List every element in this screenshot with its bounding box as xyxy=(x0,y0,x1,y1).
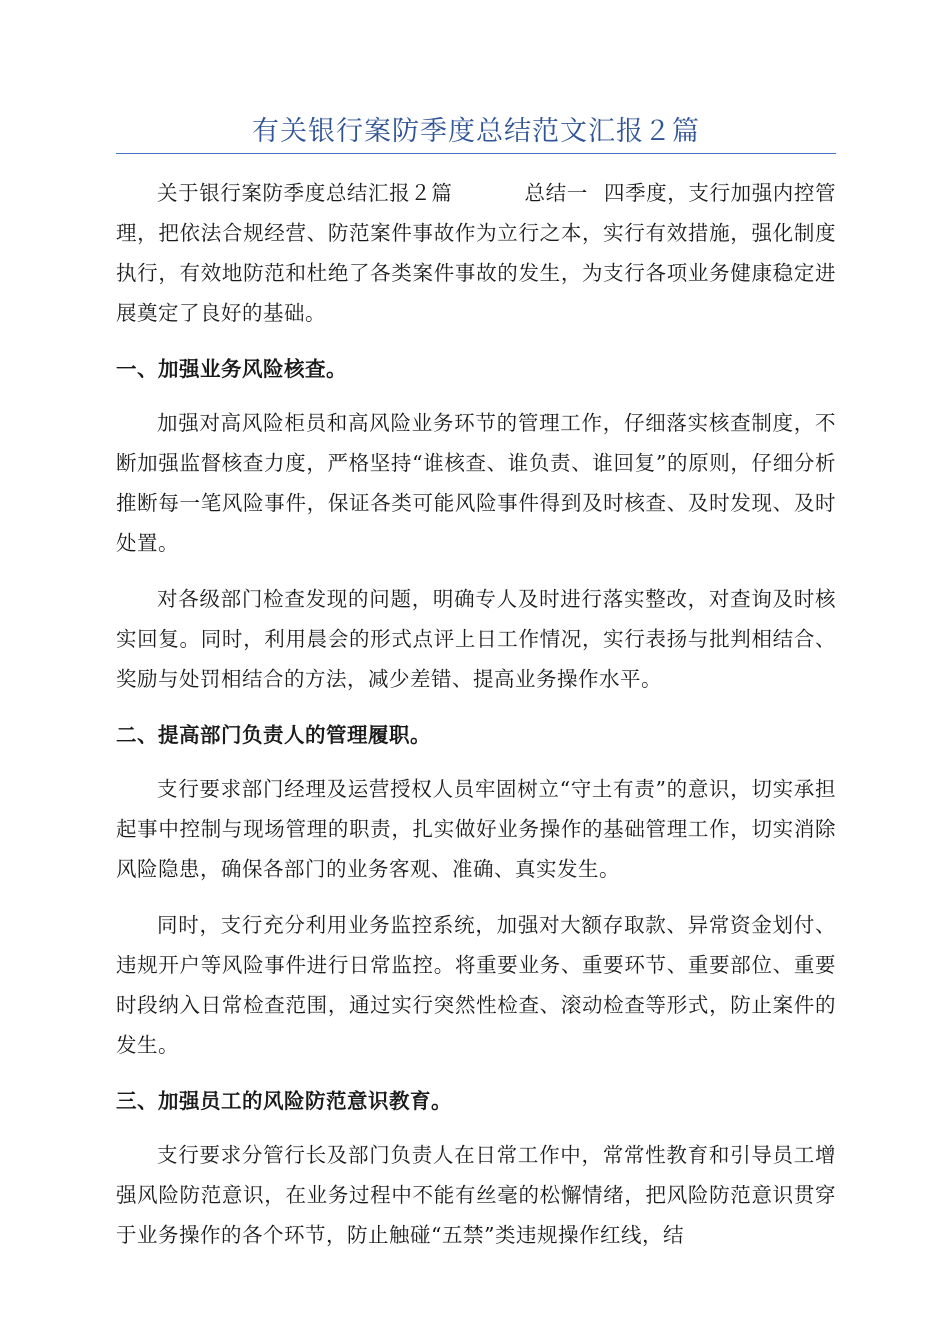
document-title: 有关银行案防季度总结范文汇报２篇 xyxy=(252,116,700,147)
intro-section-label: 总结一 xyxy=(524,181,588,205)
section-paragraph: 同时，支行充分利用业务监控系统，加强对大额存取款、异常资金划付、违规开户等风险事件进行日常监控。将重要业务、重要环节、重要部位、重要时段纳入日常检查范围，通过实行突然性检查、滚动检查等形式，防止案件的发生。 xyxy=(116,913,836,1057)
section-paragraph: 对各级部门检查发现的问题，明确专人及时进行落实整改，对查询及时核实回复。同时，利用晨会的形式点评上日工作情况，实行表扬与批判相结合、奖励与处罚相结合的方法，减少差错、提高业务操作水平。 xyxy=(116,587,836,691)
section-paragraph: 支行要求部门经理及运营授权人员牢固树立“守土有责”的意识，切实承担起事中控制与现场管理的职责，扎实做好业务操作的基础管理工作，切实消除风险隐患，确保各部门的业务客观、准确、真实发生。 xyxy=(116,777,836,881)
section-heading: 二、提高部门负责人的管理履职。 xyxy=(116,723,431,747)
section-paragraph: 支行要求分管行长及部门负责人在日常工作中，常常性教育和引导员工增强风险防范意识，在业务过程中不能有丝毫的松懈情绪，把风险防范意识贯穿于业务操作的各个环节，防止触碰“五禁”类违规操作红线，结 xyxy=(116,1143,836,1247)
title-underline xyxy=(116,153,836,154)
section-heading: 三、加强员工的风险防范意识教育。 xyxy=(116,1089,452,1113)
section-heading: 一、加强业务风险核查。 xyxy=(116,357,347,381)
intro-label: 关于银行案防季度总结汇报２篇 xyxy=(157,181,453,205)
section-paragraph: 加强对高风险柜员和高风险业务环节的管理工作，仔细落实核查制度，不断加强监督核查力度，严格坚持“谁核查、谁负责、谁回复”的原则，仔细分析推断每一笔风险事件，保证各类可能风险事件得到及时核查、及时发现、及时处置。 xyxy=(116,411,836,555)
document-body xyxy=(116,173,836,1271)
intro-text: 四季度，支行加强内控管理，把依法合规经营、防范案件事故作为立行之本，实行有效措施，强化制度执行，有效地防范和杜绝了各类案件事故的发生，为支行各项业务健康稳定进展奠定了良好的基础。 xyxy=(116,181,837,325)
intro-paragraph xyxy=(116,173,836,333)
